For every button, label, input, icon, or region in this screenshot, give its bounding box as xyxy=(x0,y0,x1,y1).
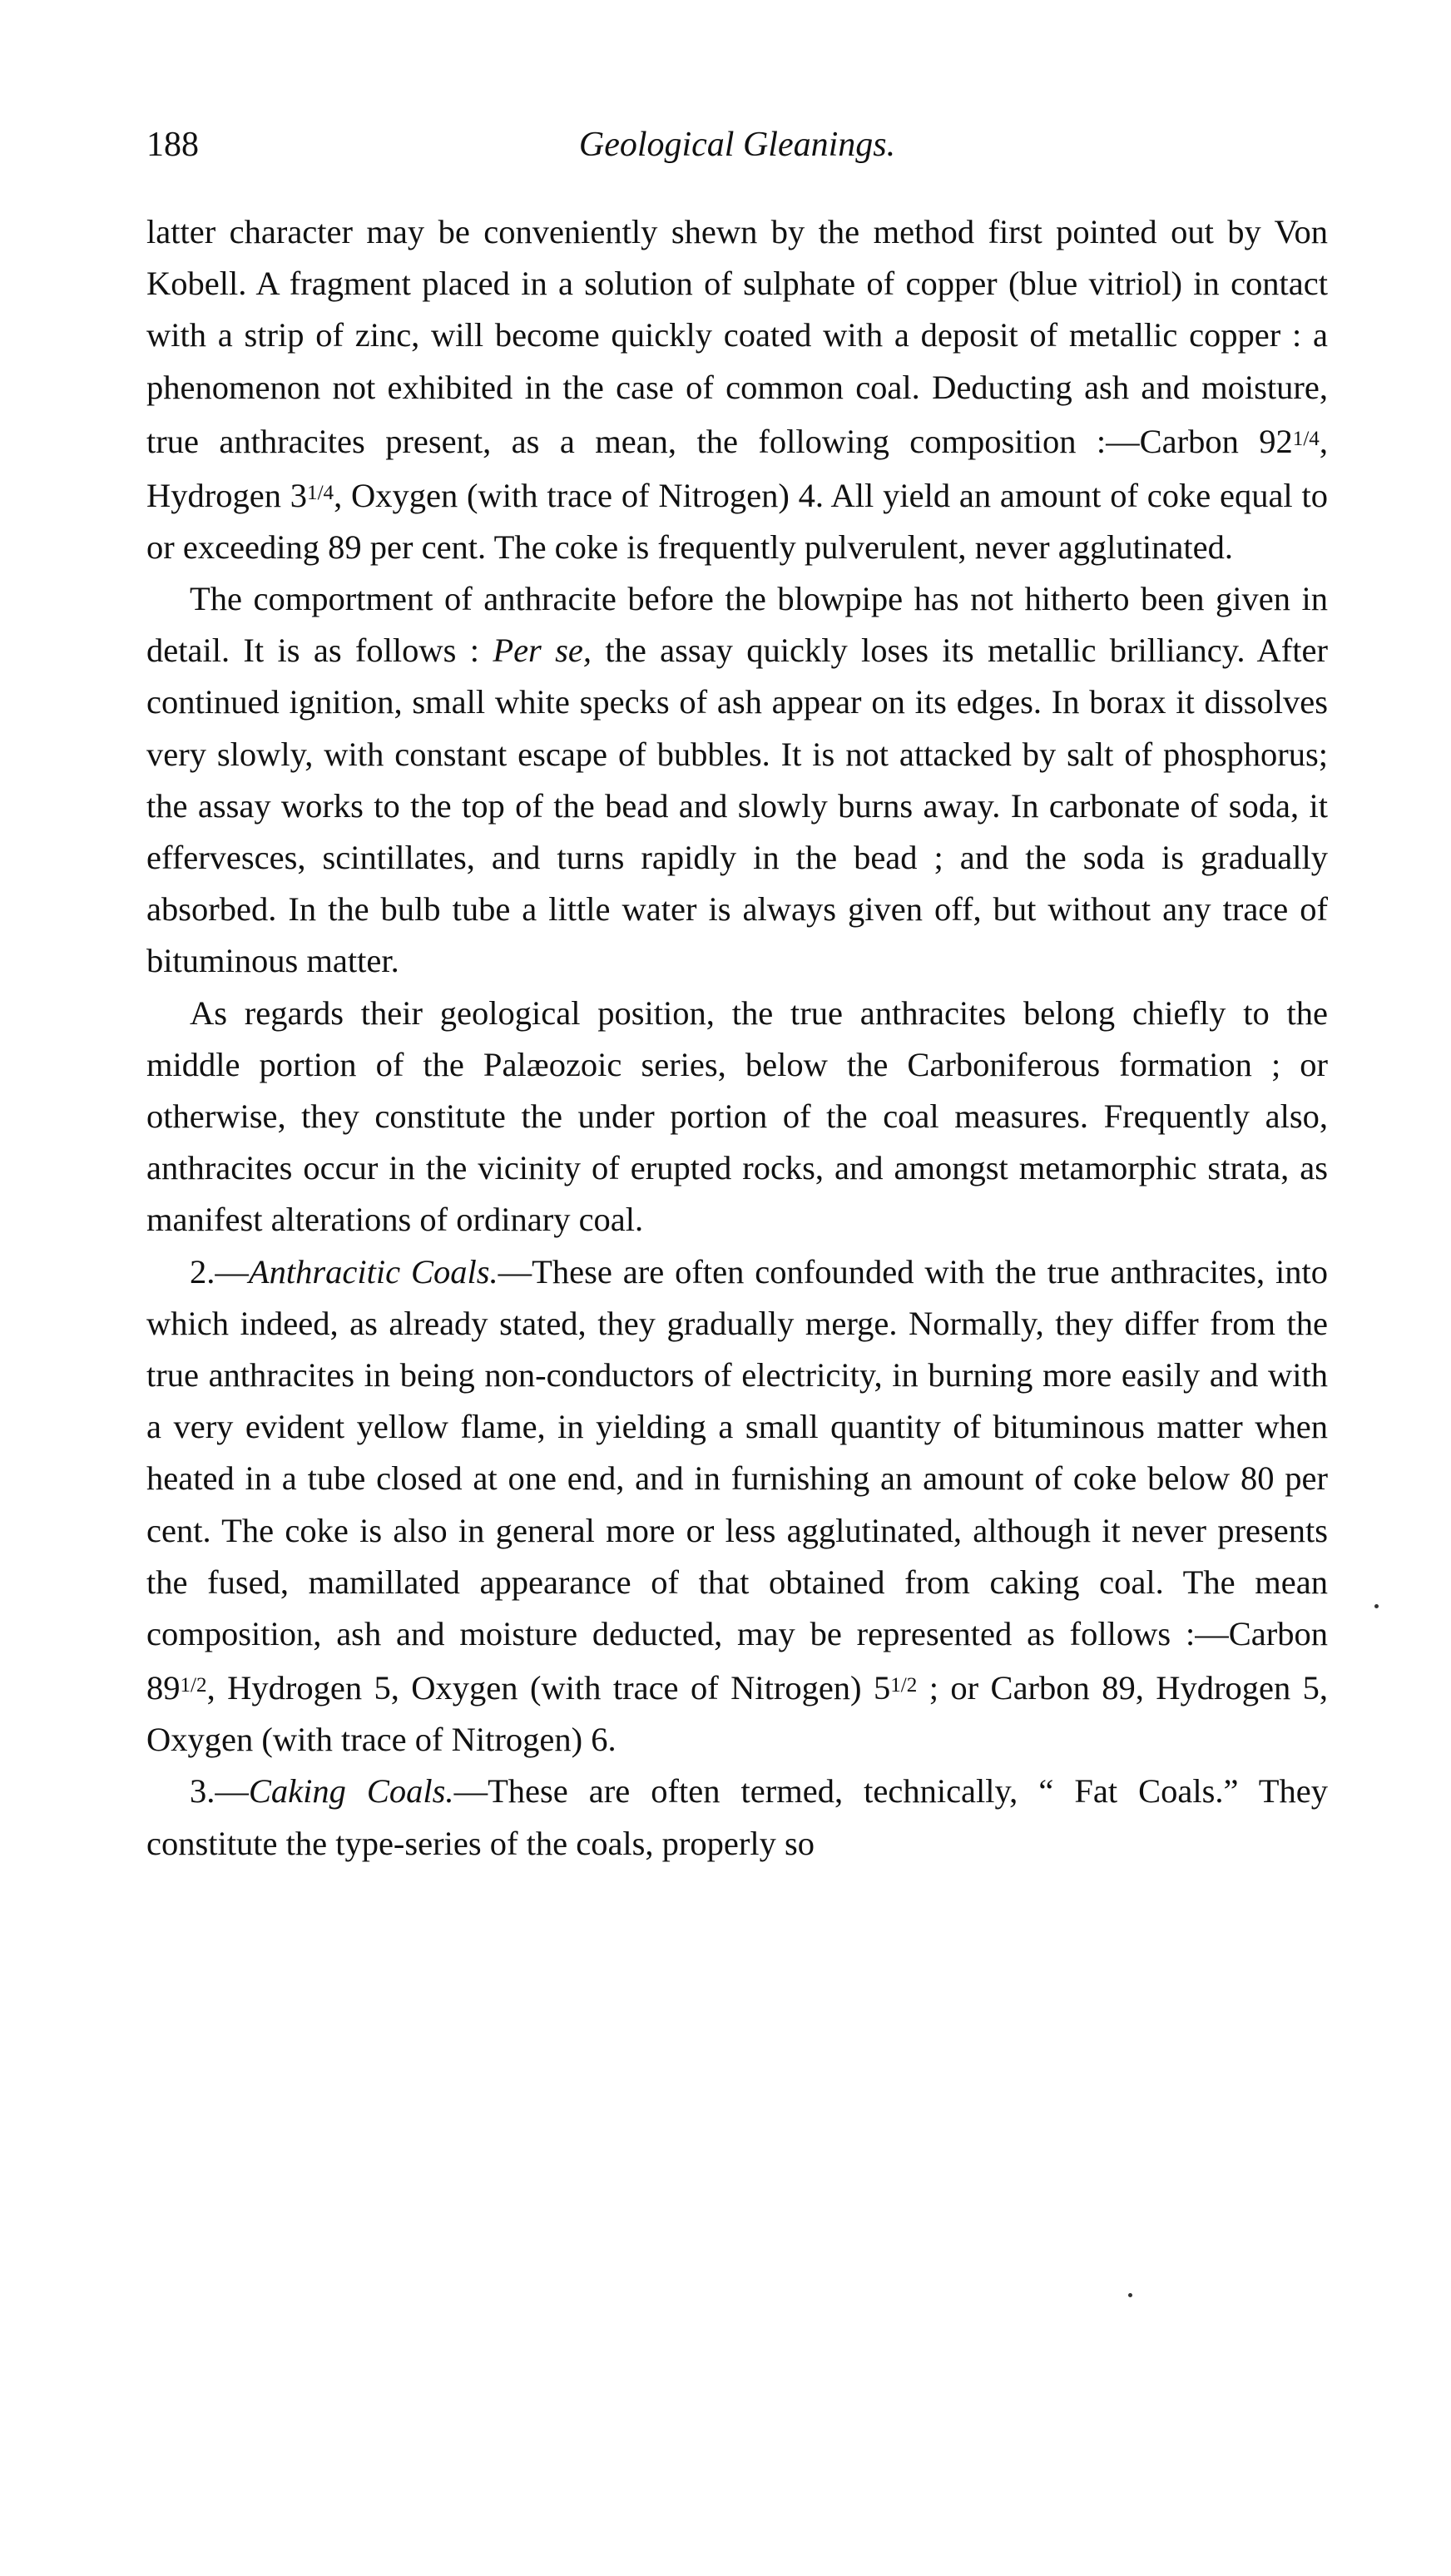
running-head xyxy=(146,125,1328,176)
paragraph-4-number: 2.— xyxy=(190,1252,249,1290)
fraction: 1/4 xyxy=(307,481,334,504)
stray-ink-dot xyxy=(1128,2293,1132,2297)
paragraph-4-text-b: , Hydrogen 5, Oxygen (with trace of Nitrogen) 5 xyxy=(206,1669,891,1707)
paragraph-4 xyxy=(146,1246,1328,1766)
paragraph-5-number: 3.— xyxy=(190,1772,249,1811)
paragraph-3: As regards their geological position, the true anthracites belong chiefly to the middle portion of the Palæozoic series, below the Carboniferous formation ; or otherwise, they constitute the under portion of the coal measures. Frequently also, anthracites occur in the vicinity of erupted rocks, and amongst metamorphic strata, as manifest alterations of ordinary coal. xyxy=(146,993,1328,1239)
fraction: 1/4 xyxy=(1292,427,1320,450)
fraction: 1/2 xyxy=(180,1674,207,1697)
paragraph-4-heading: Anthracitic Coals. xyxy=(248,1252,498,1290)
book-page xyxy=(146,125,1328,1870)
paragraph-2 xyxy=(146,573,1328,988)
paragraph-2-text-b: the assay quickly loses its metallic brilliancy. After continued ignition, small white specks of ash appear on its edges. In borax it dissolves very slowly, with constant escape of bubbles. It is not attacked by salt of phosphorus; the assay works to the top of the bead and slowly burns away. In carbonate of soda, it effervesces, scintillates, and turns rapidly in the bead ; and the soda is gradually absorbed. In the bulb tube a little water is always given off, but without any trace of bituminous matter. xyxy=(146,632,1329,980)
fraction: 1/2 xyxy=(890,1674,918,1697)
paragraph-1-text-a: latter character may be conveniently shewn by the method first pointed out by Von Kobell. A fragment placed in a solution of sulphate of copper (blue vitriol) in contact with a strip of zinc, will become quickly coated with a deposit of metallic copper : a phenomenon not exhibited in the case of common coal. Deducting ash and moisture, true anthracites present, as a mean, the following composition :—Carbon 92 xyxy=(146,213,1328,460)
paragraph-4-text-c: ; or Carbon 89, Hydrogen 5, Oxygen (with trace of Nitrogen) 6. xyxy=(146,1669,1328,1759)
paragraph-2-text-a: The comportment of anthracite before the blowpipe has not hitherto been given in detail. It is as follows : xyxy=(146,579,1328,670)
body-text xyxy=(146,206,1328,1870)
paragraph-5-heading: Caking Coals. xyxy=(248,1772,454,1811)
paragraph-1 xyxy=(146,206,1328,573)
page-number: 188 xyxy=(146,126,199,164)
paragraph-2-italic: Per se, xyxy=(493,632,592,670)
paragraph-4-text-a: —These are often confounded with the true anthracites, into which indeed, as already stated, they gradually merge. Normally, they differ from the true anthracites in being non-conductors of electricity, in burning more easily and with a very evident yellow flame, in yielding a small quantity of bituminous matter when heated in a tube closed at one end, and in furnishing an amount of coke below 80 per cent. The coke is also in general more or less agglutinated, although it never presents the fused, mamillated appearance of that obtained from caking coal. The mean composition, ash and moisture deducted, may be represented as follows :—Carbon 89 xyxy=(146,1252,1328,1707)
running-title: Geological Gleanings. xyxy=(578,126,896,164)
paragraph-5 xyxy=(146,1766,1328,1869)
stray-ink-dot xyxy=(1374,1604,1379,1608)
paragraph-5-text-a: —These are often termed, technically, “ Fat Coals.” They constitute the type-series of the coals, properly so xyxy=(146,1772,1328,1862)
paragraph-1-text-b: , Hydrogen 3 xyxy=(146,422,1328,514)
paragraph-1-text-c: , Oxygen (with trace of Nitrogen) 4. All yield an amount of coke equal to or exceeding 89 per cent. The coke is frequently pulverulent, never agglutinated. xyxy=(146,476,1328,566)
